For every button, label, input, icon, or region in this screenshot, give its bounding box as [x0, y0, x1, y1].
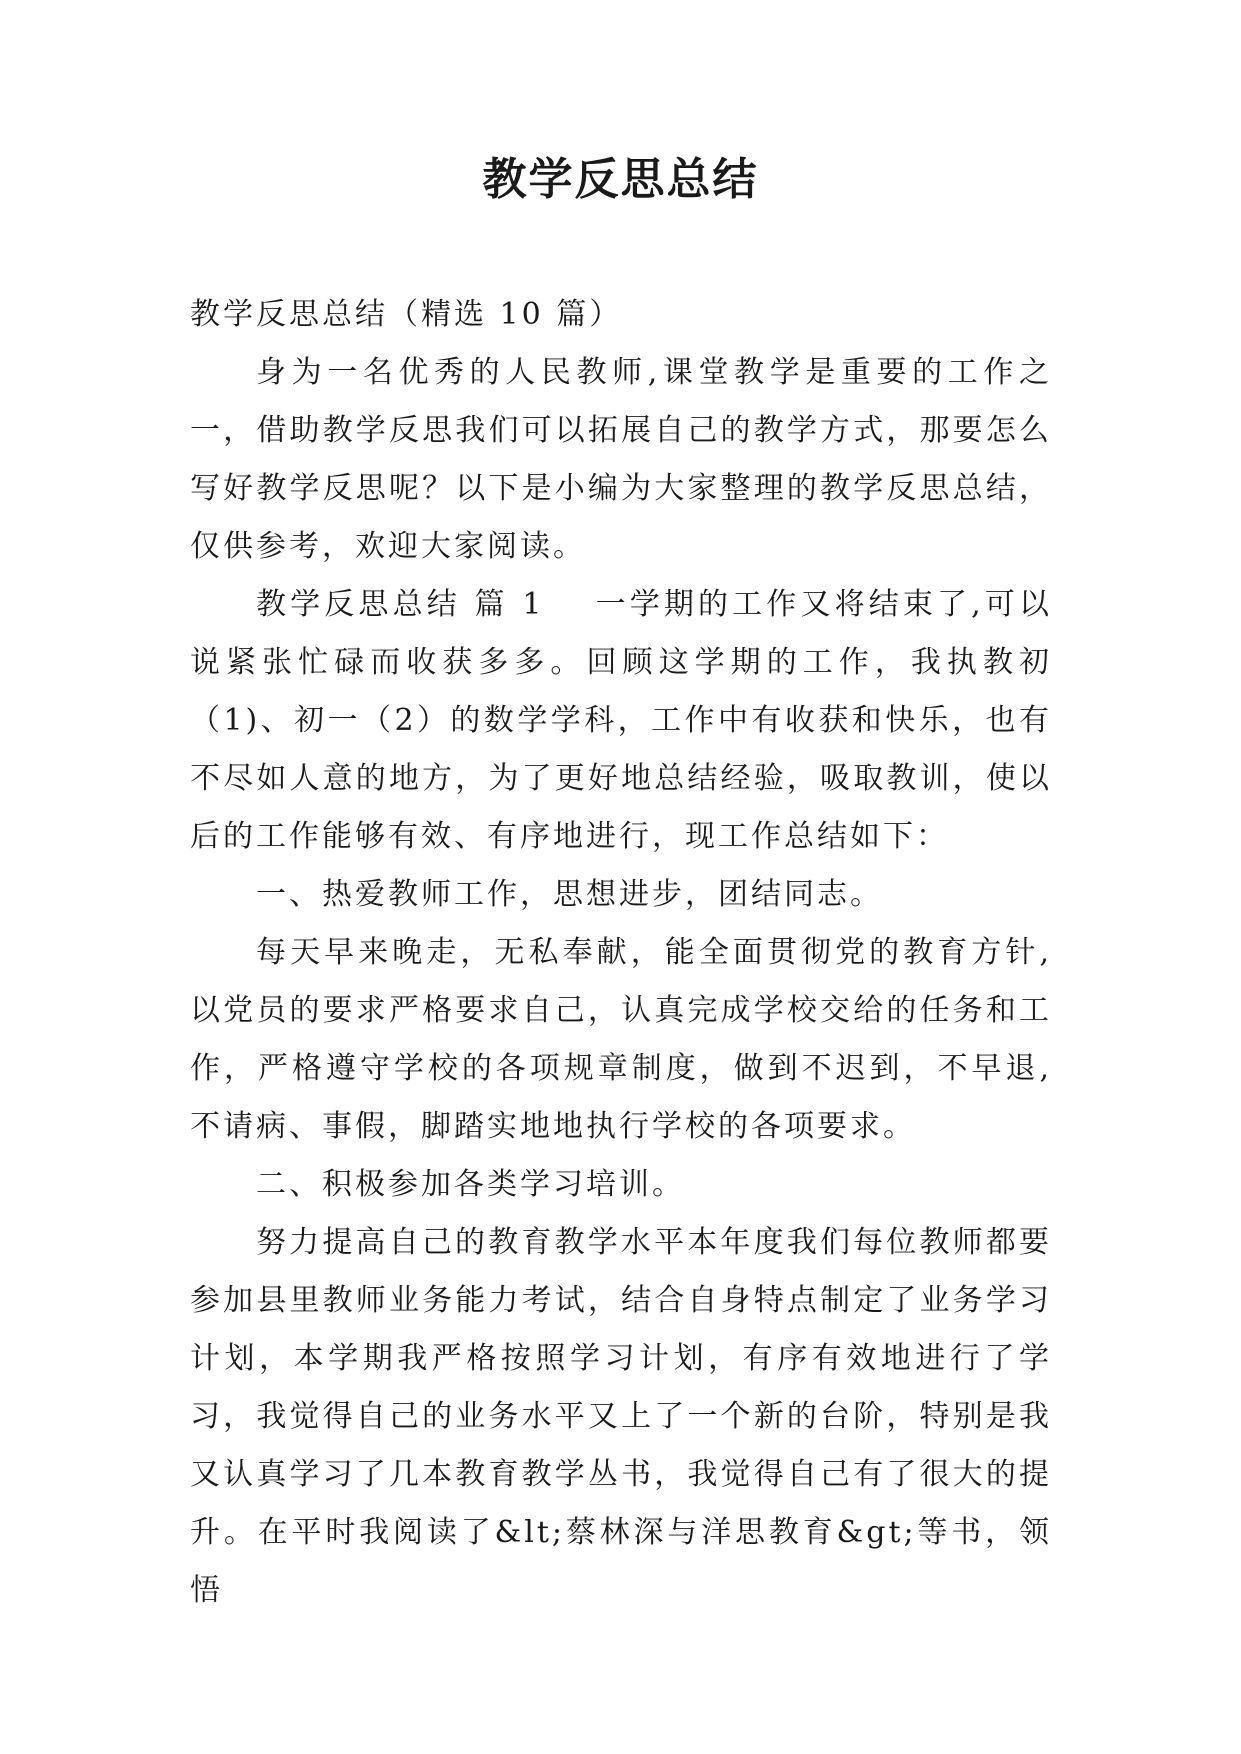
- paragraph-2: 努力提高自己的教育教学水平本年度我们每位教师都要参加县里教师业务能力考试，结合自身特点制定了业务学习计划，本学期我严格按照学习计划，有序有效地进行了学习，我觉得自己的业务水平又上了一个新的台阶，特别是我又认真学习了几本教育教学丛书，我觉得自己有了很大的提升。在平时我阅读了&lt;蔡林深与洋思教育&gt;等书，领悟: [190, 1225, 1052, 1608]
- heading-1: 一、热爱教师工作，思想进步，团结同志。: [256, 877, 883, 912]
- document-title: 教学反思总结: [482, 154, 759, 205]
- section1-text: 一学期的工作又将结束了,可以说紧张忙碌而收获多多。回顾这学期的工作，我执教初（1)、初一（2）的数学学科，工作中有收获和快乐，也有不尽如人意的地方，为了更好地总结经验，吸取教训，使以后的工作能够有效、有序地进行，现工作总结如下：: [190, 587, 1052, 854]
- section1-paragraph: [190, 576, 1052, 866]
- intro-paragraph: 身为一名优秀的人民教师,课堂教学是重要的工作之一，借助教学反思我们可以拓展自己的教学方式，那要怎么写好教学反思呢？以下是小编为大家整理的教学反思总结，仅供参考，欢迎大家阅读。: [190, 355, 1052, 564]
- document-body: [190, 286, 1052, 1620]
- paragraph-1: 每天早来晚走，无私奉献，能全面贯彻党的教育方针,以党员的要求严格要求自己，认真完成学校交给的任务和工作，严格遵守学校的各项规章制度，做到不迟到，不早退,不请病、事假，脚踏实地地执行学校的各项要求。: [190, 935, 1052, 1144]
- document-subtitle: 教学反思总结（精选 10 篇）: [190, 297, 623, 332]
- section1-label: 教学反思总结 篇 1: [256, 587, 545, 622]
- heading-2: 二、积极参加各类学习培训。: [256, 1167, 685, 1202]
